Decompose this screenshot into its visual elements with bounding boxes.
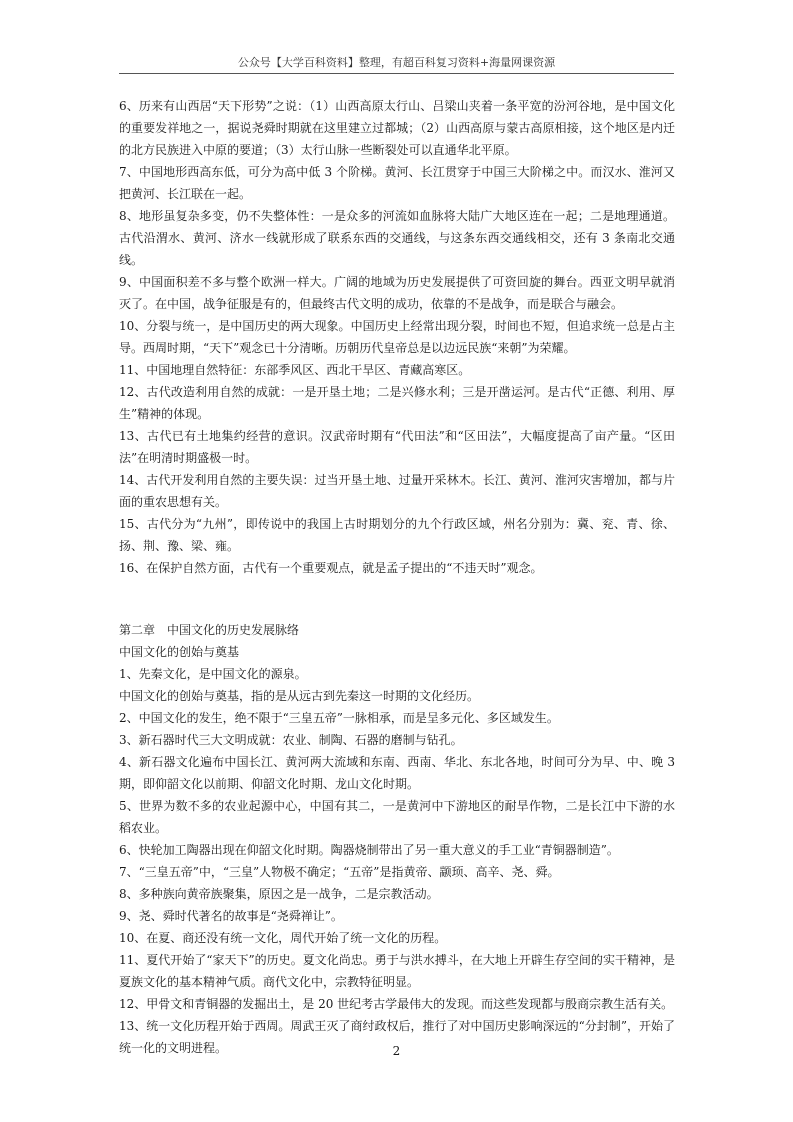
paragraph: 12、古代改造利用自然的成就：一是开垦土地；二是兴修水利；三是开凿运河。是古代“正德、利用、厚生”精神的体现。 bbox=[119, 385, 675, 421]
paragraph: 11、中国地理自然特征：东部季风区、西北干旱区、青藏高寒区。 bbox=[119, 363, 471, 377]
paragraph: 6、快轮加工陶器出现在仰韶文化时期。陶器烧制带出了另一重大意义的手工业“青铜器制造”。 bbox=[119, 843, 619, 857]
paragraph: 9、尧、舜时代著名的故事是“尧舜禅让”。 bbox=[119, 909, 343, 923]
paragraph: 13、古代已有土地集约经营的意识。汉武帝时期有“代田法”和“区田法”，大幅度提高了亩产量。“区田法”在明清时期盛极一时。 bbox=[119, 429, 675, 465]
chapter-title: 第二章 中国文化的历史发展脉络 bbox=[119, 623, 300, 637]
section-title: 中国文化的创始与奠基 bbox=[119, 645, 240, 659]
paragraph: 12、甲骨文和青铜器的发掘出土，是 20 世纪考古学最伟大的发现。而这些发现都与殷商宗教生活有关。 bbox=[119, 997, 674, 1011]
header-divider bbox=[119, 73, 674, 74]
paragraph: 3、新石器时代三大文明成就：农业、制陶、石器的磨制与钻孔。 bbox=[119, 733, 463, 747]
paragraph: 6、历来有山西居“天下形势”之说：（1）山西高原太行山、吕梁山夹着一条平宽的汾河谷地，是中国文化的重要发祥地之一，据说尧舜时期就在这里建立过都城；（2）山西高原与蒙古高原相接，这个地区是内迁的北方民族进入中原的要道；（3）太行山脉一些断裂处可以直通华北平原。 bbox=[119, 99, 675, 157]
page-number: 2 bbox=[392, 1044, 401, 1058]
paragraph: 5、世界为数不多的农业起源中心，中国有其二，一是黄河中下游地区的耐旱作物，二是长江中下游的水稻农业。 bbox=[119, 799, 675, 835]
paragraph: 7、中国地形西高东低，可分为高中低 3 个阶梯。黄河、长江贯穿于中国三大阶梯之中。而汉水、淮河又把黄河、长江联在一起。 bbox=[119, 165, 675, 201]
paragraph: 2、中国文化的发生，绝不限于“三皇五帝”一脉相承，而是呈多元化、多区域发生。 bbox=[119, 711, 559, 725]
paragraph: 15、古代分为“九州”，即传说中的我国上古时期划分的九个行政区域，州名分别为：冀、兖、青、徐、扬、荆、豫、梁、雍。 bbox=[119, 517, 675, 553]
paragraph: 10、分裂与统一，是中国历史的两大现象。中国历史上经常出现分裂，时间也不短，但追求统一总是占主导。西周时期，“天下”观念已十分清晰。历朝历代皇帝总是以边远民族“来朝”为荣耀。 bbox=[119, 319, 675, 355]
paragraph: 4、新石器文化遍布中国长江、黄河两大流域和东南、西南、华北、东北各地，时间可分为早、中、晚 3 期，即仰韶文化以前期、仰韶文化时期、龙山文化时期。 bbox=[119, 755, 675, 791]
paragraph: 11、夏代开始了“家天下”的历史。夏文化尚忠。勇于与洪水搏斗，在大地上开辟生存空间的实干精神，是夏族文化的基本精神气质。商代文化中，宗教特征明显。 bbox=[119, 953, 675, 989]
section-spacer bbox=[119, 579, 675, 619]
paragraph: 9、中国面积差不多与整个欧洲一样大。广阔的地域为历史发展提供了可资回旋的舞台。西亚文明早就消灭了。在中国，战争征服是有的，但最终古代文明的成功，依靠的不是战争，而是联合与融会。 bbox=[119, 275, 675, 311]
page-header: 公众号【大学百科资料】整理，有超百科复习资料+海量网课资源 bbox=[237, 56, 556, 69]
paragraph: 16、在保护自然方面，古代有一个重要观点，就是孟子提出的“不违天时”观念。 bbox=[119, 561, 543, 575]
document-body bbox=[119, 95, 675, 1059]
paragraph: 10、在夏、商还没有统一文化，周代开始了统一文化的历程。 bbox=[119, 931, 447, 945]
paragraph: 13、统一文化历程开始于西周。周武王灭了商纣政权后，推行了对中国历史影响深远的“分封制”，开始了统一化的文明进程。 bbox=[119, 1019, 675, 1055]
paragraph: 中国文化的创始与奠基，指的是从远古到先秦这一时期的文化经历。 bbox=[119, 689, 480, 703]
paragraph: 14、古代开发利用自然的主要失误：过当开垦土地、过量开采林木。长江、黄河、淮河灾害增加，都与片面的重农思想有关。 bbox=[119, 473, 675, 509]
paragraph: 7、“三皇五帝”中，“三皇”人物极不确定；“五帝”是指黄帝、颛顼、高辛、尧、舜。 bbox=[119, 865, 560, 879]
paragraph: 1、先秦文化，是中国文化的源泉。 bbox=[119, 667, 307, 681]
paragraph: 8、地形虽复杂多变，仍不失整体性：一是众多的河流如血脉将大陆广大地区连在一起；二是地理通道。古代沿渭水、黄河、济水一线就形成了联系东西的交通线，与这条东西交通线相交，还有 3 条南北交通线。 bbox=[119, 209, 675, 267]
paragraph: 8、多种族向黄帝族聚集，原因之是一战争，二是宗教活动。 bbox=[119, 887, 439, 901]
